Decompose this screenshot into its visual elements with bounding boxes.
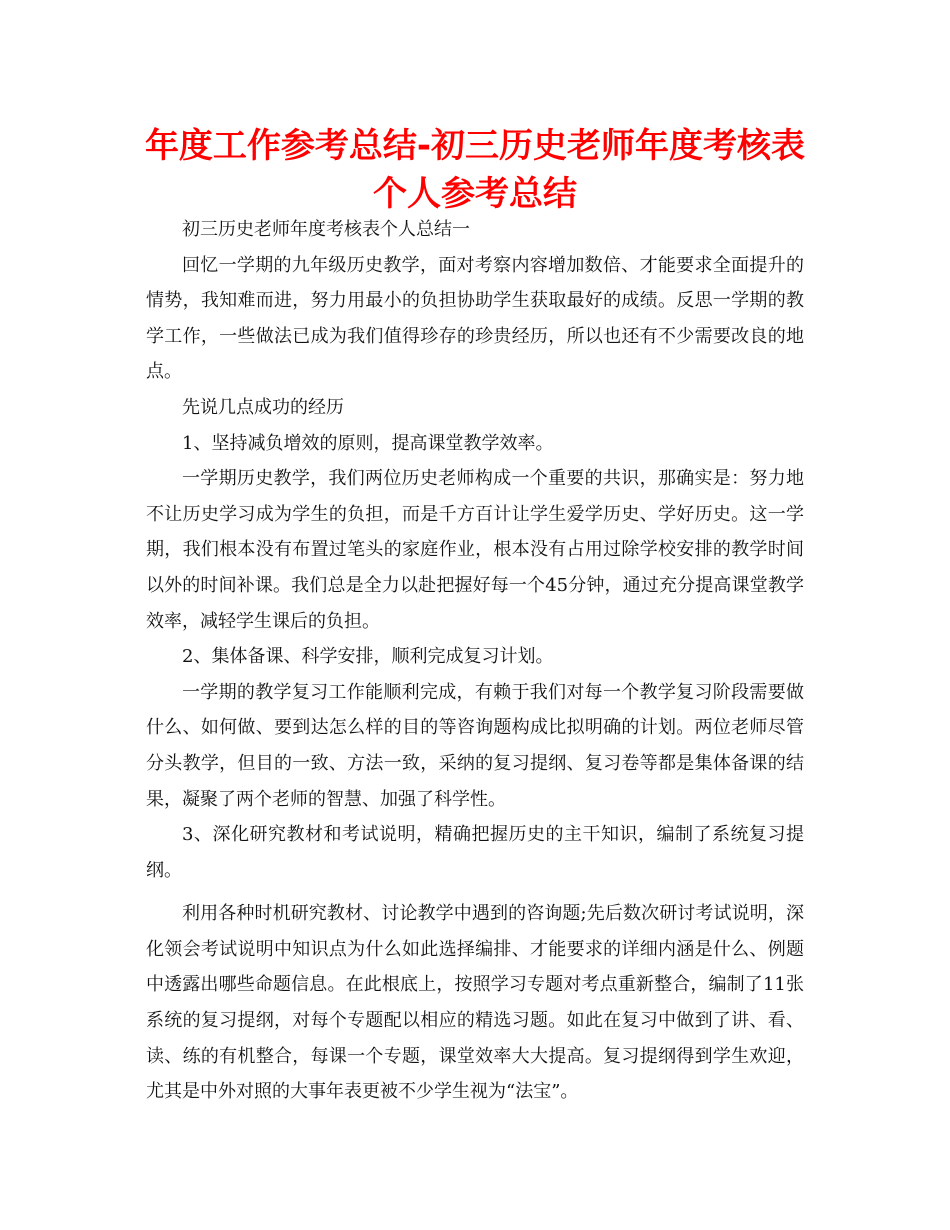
paragraph-review: 回忆一学期的九年级历史教学，面对考察内容增加数倍、才能要求全面提升的情势，我知难而进，努力用最小的负担协助学生获取最好的成绩。反思一学期的教学工作，一些做法已成为我们值得珍存的珍贵经历，所以也还有不少需要改良的地点。 xyxy=(146,254,804,383)
list-item-3: 3、深化研究教材和考试说明，精确把握历史的主干知识，编制了系统复习提纲。 xyxy=(146,824,804,881)
document-title: 年度工作参考总结-初三历史老师年度考核表个人参考总结 xyxy=(144,126,806,214)
paragraph-item-1: 一学期历史教学，我们两位历史老师构成一个重要的共识，那确实是：努力地不让历史学习成为学生的负担，而是千方百计让学生爱学历史、学好历史。这一学期，我们根本没有布置过笔头的家庭作业，根本没有占用过除学校安排的教学时间以外的时间补课。我们总是全力以赴把握好每一个45分钟，通过充分提高课堂教学效率，减轻学生课后的负担。 xyxy=(146,468,804,632)
list-item-2: 2、集体备课、科学安排，顺利完成复习计划。 xyxy=(182,646,554,668)
document-body xyxy=(146,212,804,1110)
paragraph-item-3: 利用各种时机研究教材、讨论教学中遇到的咨询题;先后数次研讨考试说明，深化领会考试说明中知识点为什么如此选择编排、才能要求的详细内涵是什么、例题中透露出哪些命题信息。在此根底上，按照学习专题对考点重新整合，编制了11张系统的复习提纲，对每个专题配以相应的精选习题。如此在复习中做到了讲、看、读、练的有机整合，每课一个专题，课堂效率大大提高。复习提纲得到学生欢迎，尤其是中外对照的大事年表更被不少学生视为“法宝”。 xyxy=(146,903,804,1103)
paragraph-item-2: 一学期的教学复习工作能顺利完成，有赖于我们对每一个教学复习阶段需要做什么、如何做、要到达怎么样的目的等咨询题构成比拟明确的计划。两位老师尽管分头教学，但目的一致、方法一致，采纳的复习提纲、复习卷等都是集体备课的结果，凝聚了两个老师的智慧、加强了科学性。 xyxy=(146,681,804,810)
list-item-1: 1、坚持减负增效的原则，提高课堂教学效率。 xyxy=(182,432,554,454)
subheading-summary-one: 初三历史老师年度考核表个人总结一 xyxy=(182,219,470,240)
subheading-experiences: 先说几点成功的经历 xyxy=(182,396,344,418)
